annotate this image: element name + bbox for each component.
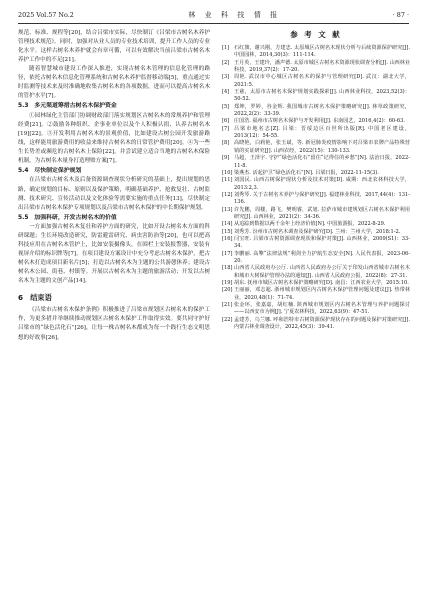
reference-number: [18] [222,265,233,272]
journal-name: 林 业 科 技 情 报 [188,11,279,19]
reference-item [222,89,410,104]
reference-number: [16] [222,235,233,242]
reference-number: [1] [222,45,230,51]
journal-volume: 2025 Vol.57 No.2 [18,11,74,19]
reference-number: [5] [222,103,230,110]
reference-list [222,45,410,331]
reference-text: 刘秀芳. 汾州市古树名木调查及保护研究[D]. 兰州：兰州大学，2018:1-2. [234,228,401,235]
reference-item [222,192,410,207]
reference-number: [12] [222,191,233,198]
reference-item [222,118,410,125]
reference-item [222,177,410,192]
reference-number: [2] [222,59,230,66]
reference-number: [4] [222,89,230,96]
body-text-column [18,29,210,595]
reference-item [222,229,410,236]
reference-item [222,126,410,141]
reference-item [222,302,410,317]
references-column [222,29,410,595]
reference-text: 孟建芳，乌兰娜. 呼和浩特市古树资源保护现状存在的问题及保护对策研究[J]. 内蒙古林业调查设计，2022,45(3)：39-41. [234,316,410,331]
reference-item [222,155,410,170]
reference-text: 刘国民. 山西古树保护现状分析及技术对策[D]. 咸期：西北农林科技大学，2013:2,3. [234,177,410,191]
reference-item [222,221,410,228]
reference-item [222,317,410,332]
body-paragraph: 一方面加强古树名木复壮和养护方面的研究，比如开设古树名木方面的科研课题；生长环境改造研究，防雷避雷研究、病虫害防治等[20]，也可以把高科技应用在古树名木管护上，比如安装摄像头，在围栏上安装报警器，安装有视屏介绍的标识牌等[7]。在项目建设方案设计中充分考虑古树名木保护，把古树名木打造成项目新名片[5]；打造以古树名木为主题的公共游憩休养；建设古树名木公园、街巷、村镇等。开展以古树名木为主题的旅游活动；开发以古树名木为主题的文创产品[14]。 [18,224,210,285]
reference-text: 胡东. 抚州市城区古树名木保护策略研究[D]. 南昌：江西农业大学，2015:10. [234,280,409,286]
reference-number: [9] [222,155,230,162]
references-heading: 参 考 文 献 [290,30,342,39]
reference-item [222,74,410,89]
reference-item [222,140,410,155]
body-paragraph: 《吕梁市古树名木保护条例》积极推进了吕梁市规划区古树名木的保护工作，为更多措并举继续推动规划区古树名木保护工作取得实效。要共同守护好吕梁市的“绿色活化石”[26]，让每一株古树名木都成为每一个践行生态文明思想的好故事[26]。 [18,307,210,341]
reference-text: 高晓艳，白莉艳，张玉斌，等. 新冠肺炎疫情影响下对吕梁市农牌产品特殊营销的实证研究[J]. 山西农经，2022(15)：130-133. [234,140,410,154]
reference-item [222,207,410,222]
reference-number: [22] [222,316,233,323]
reference-text: 王慈，太原市古树名木保护规划实践探索[J]. 山西林业科技，2023,52(3)：50-52. [234,89,410,103]
reference-text: 石红旗，谢兴刚，方建忠. 太原城区古树名木现状分析与后续资源保护研究[J]. 中国园林，2014,30(3)：111-114. [234,45,410,59]
body-paragraph: ①园林绿化主管部门协调财政部门落实规划区古树名木的常规养护和管理经费[21]。②鼓励各种组织、企事业单位以及个人积极认捐、认养古树名木[19][22]。③开发利用古树名木的景观价值，比如建设古树公园开发旅游路线，这样能用旅游费用的收益来维持古树名木的日常管护费用[20]。④为一些生长势差或濒危的古树名木上保险[22]，并尝试建立适合当地的古树名木保险机制，为古树名木量身打造理赔方案[7]。 [18,112,210,165]
page-number: · 87 · [392,11,409,19]
reference-text: 山西省人民政府办公厅. 山西省人民政府办公厅关于印发山西省城市古树名木和城市大树保护管理办法的通知[J]. 山西省人民政府公报，2022(8)：27-31. [234,265,410,279]
body-paragraph: 规范、标准、规程等[20]，结合吕梁市实际，尽快制订《吕梁市古树名木养护管理技术规范》。同时，加强对从业人员的专业技术培训，提升工作人员的专业化水平。这样古树名木养护就会有章可循，可以有效解决当前吕梁市古树名木养护工作中的不足[21]。 [18,30,210,64]
reference-text: 马超，王泽宇. 守护“绿色活化石”留住“记得住的乡愁”[N]. 法治日报，2022-11-8. [234,155,410,169]
reference-item [222,287,410,302]
reference-text: 许先鹏，周楼，路飞，樊明睿，武旭. 拉萨市城市建规划区古树名木保护利用研究[J]. 山西林业，2021(2)：34-36. [234,206,410,220]
section-heading: 5.5 加强科研，开发古树名木的价值 [18,214,117,221]
reference-item [222,251,410,266]
section-heading: 5.4 尽快制定保护规划 [18,168,82,175]
reference-number: [17] [222,250,233,257]
reference-text: 吕梁市地名志[Z]. 吕梁：晋绥边区百世所出版[R]. 中国老区建设，2013(12)：54-55. [234,125,410,140]
reference-text: 郑坤，罗婷，谷金辉. 我国城市古树名木保护策略研究[J]. 林草政策研究，2022,2(2)：33-39. [234,103,410,118]
reference-text: 周艳. 武汉市中心城区古树名木的保护与管理研究[D]. 武汉：湖北大学，2021:5. [234,74,410,88]
reference-number: [13] [222,206,233,213]
reference-text: 王丽丽，邓志超. 浙州城市规划区内古树名木保护管理问题及建议[J]. 热带林业，2020,48(1)：71-74. [234,287,410,301]
reference-text: 闫宝旺. 吕梁市古树资源调查现状和保护对策[J]. 山西林业，2009(S1)：33-34. [234,235,410,250]
page-header [18,7,409,24]
reference-item [222,265,410,280]
reference-text: 李鹏丽. 高擎“法律法规”利剑全力护航生态安全[N]. 人民代表报，2023-06-20. [234,250,410,264]
reference-number: [20] [222,287,233,294]
body-paragraph: 随着智慧城市建设工作深入推进，实现古树名木管理的信息化管理的路径，依托古树名木信息化管理系统和古树名木养护监督移动端[5]，重点通过实时监测等技术来及时准确地收集古树名木的各项数据，进而可以提高古树名木的管护水平[7]。 [18,66,210,100]
reference-number: [19] [222,280,233,286]
body-paragraph: 在吕梁市古树名木及后备资源调查现状分析研究的基础上，提出规划的思路，确定规划的目标、原则以及保护策略，明确基础养护、抢救复壮、古树监测、技术研究、宣传活动以及文化体验等需要实施的重点任务[13]，尽快制定出吕梁市古树名木保护专项规划以及吕梁市古树名木保护的中长期保护规划。 [18,177,210,211]
reference-number: [21] [222,302,233,309]
section-heading: 5.3 多元渠道筹措古树名木保护资金 [18,103,117,110]
reference-number: [3] [222,74,230,81]
reference-number: [6] [222,118,230,125]
reference-number: [8] [222,140,230,147]
reference-item [222,45,410,60]
reference-text: 王月英，王建玲，潘声德. 太原市城区古树名木资源现状调查分析[J]. 山西林业科技，2019,37(2)：17-20. [234,59,410,74]
reference-number: [11] [222,177,233,184]
reference-text: 从追踪到数据以两千余年上经济价值[N]. 中国旅游报，2022-8-29. [234,221,386,228]
reference-item [222,60,410,75]
reference-number: [15] [222,228,233,235]
reference-text: 刘秀琴. 关于古树名木养护与保护研究[J]. 福建林业科技，2017,44(4)：131-136. [234,191,410,206]
chapter-heading: 6 结束语 [18,293,52,303]
reference-item [222,236,410,251]
reference-number: [7] [222,125,230,132]
reference-item [222,104,410,119]
reference-number: [10] [222,169,233,176]
reference-text: 梁燕杰. 活起护卫“绿色活化石”[N]. 吕梁日报，2022-11-15(3). [234,169,379,176]
reference-text: 张金环，张嘉嘉，胡红楠. 陕西城市规划区内古树名木管理与养护问题探讨——以西安市为例[J]. 宁夏农林科技，2022,63(9)：47-51. [234,302,410,316]
reference-number: [14] [222,221,233,228]
reference-text: 庄国浩. 福州市古树名木保护与开发利用[J]. 东南园艺，2016,4(2)：60-63. [234,118,405,125]
